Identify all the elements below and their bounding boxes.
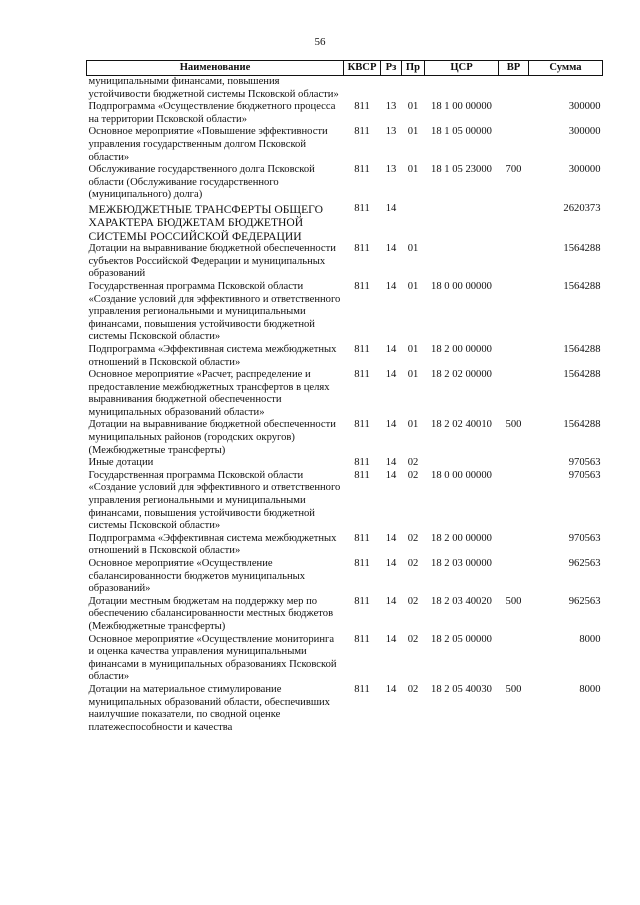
row-sum: 300000 [568, 164, 601, 176]
row-pr: 02 [407, 469, 419, 481]
row-vr: 500 [505, 595, 522, 607]
row-kvsr: 811 [354, 126, 370, 138]
table-row [87, 470, 603, 533]
row-sum: 1564288 [563, 243, 601, 255]
row-vr [499, 101, 529, 126]
row-csr: 18 0 00 00000 [431, 469, 492, 481]
row-vr [499, 470, 529, 533]
row-kvsr: 811 [354, 457, 370, 469]
table-row [87, 634, 603, 684]
header-vr: ВР [499, 61, 529, 76]
header-kvsr: КВСР [344, 61, 381, 76]
row-csr [425, 243, 499, 281]
row-pr: 02 [407, 558, 419, 569]
table-row [87, 369, 603, 419]
row-pr: 01 [407, 243, 419, 255]
row-csr: 18 2 00 00000 [431, 532, 492, 544]
row-rz: 14 [385, 202, 397, 214]
row-csr: 18 1 05 23000 [431, 164, 492, 176]
header-rz: Рз [381, 61, 402, 76]
row-pr [402, 76, 425, 102]
row-pr: 01 [407, 280, 419, 292]
row-rz: 14 [385, 243, 397, 255]
row-rz: 14 [385, 558, 397, 569]
row-kvsr: 811 [354, 243, 370, 255]
table-row [87, 101, 603, 126]
row-pr: 01 [407, 164, 419, 176]
row-vr: 500 [505, 419, 522, 431]
row-sum: 1564288 [563, 343, 601, 355]
row-kvsr: 811 [354, 280, 370, 292]
row-pr: 02 [407, 633, 419, 645]
row-pr [402, 202, 425, 243]
row-name: Дотации на выравнивание бюджетной обеспеченности субъектов Российской Федерации и муниципальных образований [88, 243, 336, 280]
table-row [87, 344, 603, 369]
row-rz: 13 [385, 126, 397, 138]
table-row [87, 243, 603, 281]
table-row [87, 164, 603, 202]
row-pr: 01 [407, 419, 419, 431]
row-vr: 700 [505, 164, 522, 176]
row-rz: 14 [385, 369, 397, 381]
row-name: Государственная программа Псковской области «Создание условий для эффективного и ответственного управления региональными и муниципальными финансами, повышения устойчивости бюджетной системы Псковской области» [88, 280, 341, 343]
table-row [87, 533, 603, 558]
row-kvsr: 811 [354, 101, 370, 113]
row-kvsr: 811 [354, 532, 370, 544]
row-rz: 14 [385, 280, 397, 292]
row-kvsr: 811 [354, 343, 370, 355]
row-csr [425, 457, 499, 470]
row-pr: 02 [407, 457, 419, 469]
row-kvsr: 811 [354, 369, 370, 381]
row-vr [499, 202, 529, 243]
row-rz: 14 [385, 633, 397, 645]
row-name: Дотации местным бюджетам на поддержку мер по обеспечению сбалансированности местных бюджетов (Межбюджетные трансферты) [88, 595, 334, 632]
row-kvsr: 811 [354, 558, 370, 569]
row-vr [499, 126, 529, 164]
row-csr: 18 0 00 00000 [431, 280, 492, 292]
header-name: Наименование [87, 61, 344, 76]
table-header-row [87, 61, 603, 76]
row-kvsr [344, 76, 381, 102]
row-kvsr: 811 [354, 164, 370, 176]
row-rz: 14 [385, 343, 397, 355]
row-name: Основное мероприятие «Осуществление мониторинга и оценка качества управления муниципальными финансами в муниципальных образованиях Псковской области» [88, 633, 337, 683]
row-csr: 18 2 03 40020 [431, 595, 492, 607]
page-number: 56 [314, 36, 326, 48]
row-rz: 14 [385, 683, 397, 695]
row-vr [499, 558, 529, 596]
row-rz [381, 76, 402, 102]
row-pr: 02 [407, 595, 419, 607]
row-kvsr: 811 [354, 633, 370, 645]
row-rz: 14 [385, 457, 397, 469]
row-vr [499, 369, 529, 419]
row-kvsr: 811 [354, 419, 370, 431]
row-sum: 2620373 [563, 202, 601, 214]
row-rz: 14 [385, 532, 397, 544]
row-kvsr: 811 [354, 683, 370, 695]
row-vr [499, 76, 529, 102]
row-name: муниципальными финансами, повышения устойчивости бюджетной системы Псковской области» [88, 76, 339, 100]
row-pr: 02 [407, 683, 419, 695]
row-sum [529, 76, 603, 102]
row-sum: 8000 [579, 683, 601, 695]
row-csr: 18 2 02 00000 [431, 369, 492, 381]
row-rz: 13 [385, 101, 397, 113]
row-vr: 500 [505, 683, 522, 695]
row-name: Подпрограмма «Эффективная система межбюджетных отношений в Псковской области» [88, 343, 337, 368]
row-vr [499, 281, 529, 344]
row-csr [425, 76, 499, 102]
table-row [87, 596, 603, 634]
row-sum: 1564288 [563, 419, 601, 431]
row-rz: 13 [385, 164, 397, 176]
row-sum: 1564288 [563, 280, 601, 292]
row-rz: 14 [385, 469, 397, 481]
row-name: Иные дотации [88, 457, 154, 469]
row-name: Основное мероприятие «Осуществление сбалансированности бюджетов муниципальных образований» [88, 558, 306, 595]
budget-table [86, 60, 603, 734]
row-sum: 970563 [568, 469, 601, 481]
row-sum: 300000 [568, 126, 601, 138]
row-name: Основное мероприятие «Расчет, распределение и предоставление межбюджетных трансфертов в целях выравнивания бюджетной обеспеченности муниципальных образований области» [88, 369, 330, 418]
row-name: Подпрограмма «Осуществление бюджетного процесса на территории Псковской области» [88, 101, 336, 125]
row-pr: 01 [407, 101, 419, 113]
row-sum: 970563 [568, 457, 601, 469]
row-csr: 18 1 05 00000 [431, 126, 492, 138]
row-csr: 18 2 05 40030 [431, 683, 492, 695]
row-vr [499, 457, 529, 470]
table-row [87, 558, 603, 596]
table-row [87, 419, 603, 457]
row-name: Государственная программа Псковской области «Создание условий для эффективного и ответственного управления региональными и муниципальными финансами, повышения устойчивости бюджетной системы Псковской области» [88, 469, 341, 532]
row-kvsr: 811 [354, 202, 370, 214]
row-csr: 18 1 00 00000 [431, 101, 492, 113]
table-row [87, 76, 603, 102]
row-vr [499, 344, 529, 369]
header-sum: Сумма [529, 61, 603, 76]
row-kvsr: 811 [354, 469, 370, 481]
row-vr [499, 634, 529, 684]
row-name: МЕЖБЮДЖЕТНЫЕ ТРАНСФЕРТЫ ОБЩЕГО ХАРАКТЕРА БЮДЖЕТАМ БЮДЖЕТНОЙ СИСТЕМЫ РОССИЙСКОЙ ФЕДЕРАЦИИ [88, 202, 323, 243]
table-row [87, 684, 603, 734]
row-kvsr: 811 [354, 595, 370, 607]
row-name: Дотации на материальное стимулирование муниципальных образований области, обеспечивших наилучшие показатели, по сводной оценке платежеспособности и качества [88, 683, 330, 733]
row-csr: 18 2 03 00000 [431, 558, 492, 569]
table-row [87, 457, 603, 470]
row-name: Основное мероприятие «Повышение эффективности управления государственным долгом Псковской области» [88, 126, 328, 163]
row-vr [499, 243, 529, 281]
row-name: Дотации на выравнивание бюджетной обеспеченности муниципальных районов (городских округов) (Межбюджетные трансферты) [88, 419, 336, 456]
row-csr: 18 2 02 40010 [431, 419, 492, 431]
row-pr: 01 [407, 369, 419, 381]
row-sum: 962563 [568, 595, 601, 607]
header-pr: Пр [402, 61, 425, 76]
row-rz: 14 [385, 419, 397, 431]
row-pr: 01 [407, 343, 419, 355]
row-sum: 300000 [568, 101, 601, 113]
header-csr: ЦСР [425, 61, 499, 76]
table-row [87, 281, 603, 344]
row-name: Обслуживание государственного долга Псковской области (Обслуживание государственного (муниципального) долга) [88, 164, 315, 201]
row-pr: 02 [407, 532, 419, 544]
row-sum: 970563 [568, 532, 601, 544]
row-rz: 14 [385, 595, 397, 607]
row-name: Подпрограмма «Эффективная система межбюджетных отношений в Псковской области» [88, 532, 337, 557]
row-pr: 01 [407, 126, 419, 138]
row-sum: 1564288 [563, 369, 601, 381]
row-vr [499, 533, 529, 558]
table-row-section-heading [87, 202, 603, 243]
row-csr: 18 2 05 00000 [431, 633, 492, 645]
row-csr [425, 202, 499, 243]
table-row [87, 126, 603, 164]
row-sum: 8000 [579, 633, 601, 645]
row-csr: 18 2 00 00000 [431, 343, 492, 355]
row-sum: 962563 [568, 558, 601, 569]
